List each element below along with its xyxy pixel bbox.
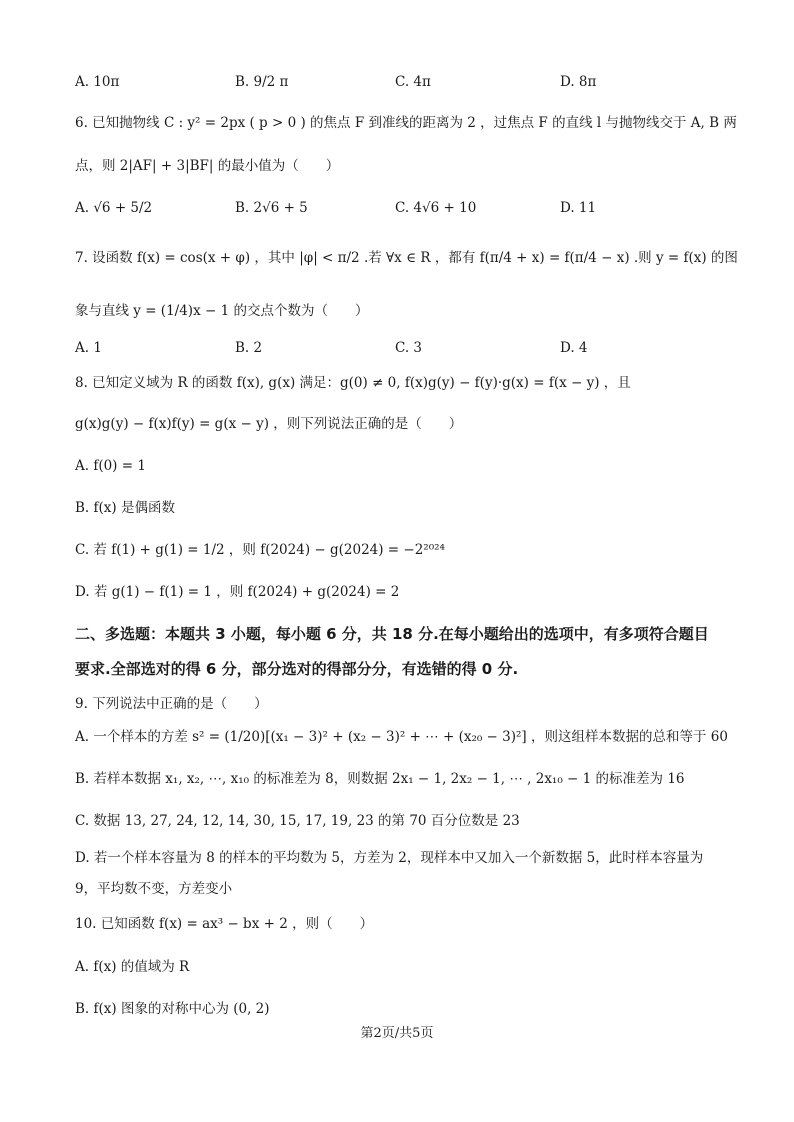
q6-options xyxy=(75,196,735,220)
q8-option-c: C. 若 f(1) + g(1) = 1/2 ，则 f(2024) − g(2024) = −2²⁰²⁴ xyxy=(75,542,445,558)
q9-option-c: C. 数据 13, 27, 24, 12, 14, 30, 15, 17, 19, 23 的第 70 百分位数是 23 xyxy=(75,813,520,829)
q7-option-c: C. 3 xyxy=(395,340,423,356)
q5-option-a: A. 10π xyxy=(75,74,120,90)
q10-option-a: A. f(x) 的值域为 R xyxy=(75,959,190,975)
q6-option-c: C. 4√6 + 10 xyxy=(395,200,477,216)
q8-option-d: D. 若 g(1) − f(1) = 1 ，则 f(2024) + g(2024) = 2 xyxy=(75,584,400,600)
q10-option-b: B. f(x) 图象的对称中心为 (0, 2) xyxy=(75,1001,270,1017)
q7-option-b: B. 2 xyxy=(235,340,263,356)
q5-option-c: C. 4π xyxy=(395,74,431,90)
q9-option-d-line2: 9，平均数不变，方差变小 xyxy=(75,881,233,897)
q6-stem-line2: 点，则 2|AF| + 3|BF| 的最小值为（ ） xyxy=(75,158,340,174)
section2-heading-line2: 要求.全部选对的得 6 分，部分选对的得部分分，有选错的得 0 分. xyxy=(75,660,519,678)
q6-option-b: B. 2√6 + 5 xyxy=(235,200,308,216)
q7-option-d: D. 4 xyxy=(560,340,588,356)
q8-stem-line1: 8. 已知定义域为 R 的函数 f(x), g(x) 满足：g(0) ≠ 0, f(x)g(y) − f(y)·g(x) = f(x − y) ，且 xyxy=(75,375,631,391)
q9-option-a: A. 一个样本的方差 s² = (1/20)[(x₁ − 3)² + (x₂ − 3)² + ⋯ + (x₂₀ − 3)²] ，则这组样本数据的总和等于 60 xyxy=(75,729,728,745)
q8-option-b: B. f(x) 是偶函数 xyxy=(75,500,175,516)
q6-option-d: D. 11 xyxy=(560,200,597,216)
q7-options xyxy=(75,336,735,360)
q8-stem-line2: g(x)g(y) − f(x)f(y) = g(x − y) ，则下列说法正确的是（ ） xyxy=(75,416,463,432)
q8-option-a: A. f(0) = 1 xyxy=(75,458,146,474)
q10-stem: 10. 已知函数 f(x) = ax³ − bx + 2 ，则（ ） xyxy=(75,916,374,932)
section2-heading-line1: 二、多选题：本题共 3 小题，每小题 6 分，共 18 分.在每小题给出的选项中，有多项符合题目 xyxy=(75,625,709,643)
q9-stem: 9. 下列说法中正确的是（ ） xyxy=(75,696,268,712)
q6-option-a: A. √6 + 5/2 xyxy=(75,200,153,216)
q9-option-d-line1: D. 若一个样本容量为 8 的样本的平均数为 5，方差为 2，现样本中又加入一个新数据 5，此时样本容量为 xyxy=(75,850,704,866)
q7-option-a: A. 1 xyxy=(75,340,102,356)
q5-options xyxy=(75,70,735,94)
q7-stem-line1: 7. 设函数 f(x) = cos(x + φ) ，其中 |φ| < π/2 .若 ∀x ∈ R ，都有 f(π/4 + x) = f(π/4 − x) .则 y = f(x) 的图 xyxy=(75,250,738,266)
q5-option-b: B. 9/2 π xyxy=(235,74,289,90)
q9-option-b: B. 若样本数据 x₁, x₂, ⋯, x₁₀ 的标准差为 8，则数据 2x₁ − 1, 2x₂ − 1, ⋯ , 2x₁₀ − 1 的标准差为 16 xyxy=(75,771,685,787)
q6-stem-line1: 6. 已知抛物线 C : y² = 2px ( p > 0 ) 的焦点 F 到准线的距离为 2 ，过焦点 F 的直线 l 与抛物线交于 A, B 两 xyxy=(75,115,737,131)
q7-stem-line2: 象与直线 y = (1/4)x − 1 的交点个数为（ ） xyxy=(75,303,369,319)
page-footer: 第2页/共5页 xyxy=(360,1026,434,1041)
q5-option-d: D. 8π xyxy=(560,74,597,90)
